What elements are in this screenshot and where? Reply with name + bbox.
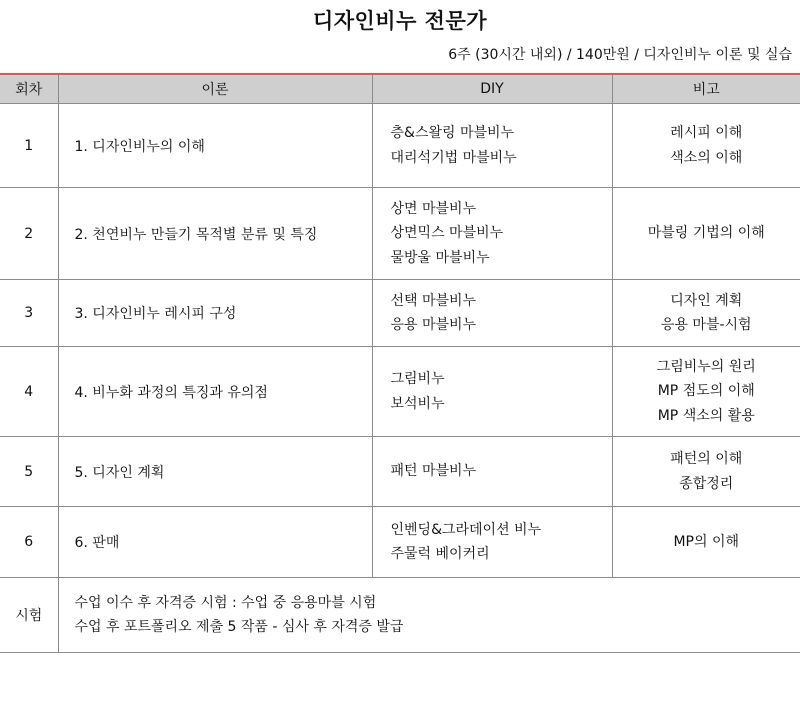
note-item: 색소의 이해 [670, 149, 743, 166]
note-item: 패턴의 이해 [670, 451, 743, 467]
diy-item: 그림비누 [390, 371, 445, 387]
diy-cell [372, 280, 612, 347]
diy-cell [372, 188, 612, 280]
table-header-row [0, 74, 800, 104]
diy-cell [372, 507, 612, 578]
session-number: 3 [0, 280, 58, 347]
diy-cell [372, 347, 612, 437]
table-row [0, 347, 800, 437]
diy-item: 인벤딩&그라데이션 비누 [390, 521, 542, 538]
theory-topic: 3. 디자인비누 레시피 구성 [58, 280, 372, 347]
note-item: 마블링 기법의 이해 [647, 225, 765, 242]
diy-cell [372, 437, 612, 507]
note-item: 레시피 이해 [670, 125, 743, 141]
table-row [0, 104, 800, 188]
session-number: 1 [0, 104, 58, 188]
note-item: 응용 마블-시험 [660, 317, 752, 333]
column-header-theory: 이론 [58, 74, 372, 104]
column-header-session: 회차 [0, 74, 58, 104]
diy-item: 상면믹스 마블비누 [390, 225, 504, 242]
theory-topic: 1. 디자인비누의 이해 [58, 104, 372, 188]
theory-topic: 4. 비누화 과정의 특징과 유의점 [58, 347, 372, 437]
exam-details [58, 578, 800, 653]
theory-topic: 2. 천연비누 만들기 목적별 분류 및 특징 [58, 188, 372, 280]
diy-item: 물방울 마블비누 [390, 249, 490, 266]
session-number: 6 [0, 507, 58, 578]
note-cell [612, 437, 800, 507]
note-cell [612, 104, 800, 188]
diy-cell [372, 104, 612, 188]
note-item: 그림비누의 원리 [656, 358, 756, 375]
exam-detail-line: 수업 후 포트폴리오 제출 5 작품 - 심사 후 자격증 발급 [74, 619, 404, 635]
diy-item: 상면 마블비누 [390, 200, 477, 217]
session-number: 2 [0, 188, 58, 280]
page-title: 디자인비누 전문가 [312, 9, 488, 33]
note-item: 종합정리 [679, 475, 734, 492]
table-row [0, 507, 800, 578]
column-header-note: 비고 [612, 74, 800, 104]
note-cell [612, 347, 800, 437]
note-cell [612, 507, 800, 578]
note-item: MP 색소의 활용 [657, 407, 755, 424]
table-row [0, 280, 800, 347]
exam-label: 시험 [0, 578, 58, 653]
diy-item: 응용 마블비누 [390, 317, 477, 333]
diy-item: 패턴 마블비누 [390, 463, 477, 480]
diy-item: 보석비누 [390, 395, 445, 412]
exam-detail-line: 수업 이수 후 자격증 시험 : 수업 중 응용마블 시험 [74, 594, 377, 611]
column-header-diy: DIY [372, 74, 612, 104]
exam-row [0, 578, 800, 653]
theory-topic: 6. 판매 [58, 507, 372, 578]
diy-item: 층&스왈링 마블비누 [390, 125, 515, 141]
session-number: 5 [0, 437, 58, 507]
note-cell [612, 188, 800, 280]
diy-item: 대리석기법 마블비누 [390, 149, 517, 166]
note-cell [612, 280, 800, 347]
curriculum-table [0, 73, 800, 653]
course-summary: 6주 (30시간 내외) / 140만원 / 디자인비누 이론 및 실습 [448, 47, 792, 63]
session-number: 4 [0, 347, 58, 437]
diy-item: 선택 마블비누 [390, 292, 477, 309]
note-item: 디자인 계획 [670, 292, 743, 309]
note-item: MP 점도의 이해 [657, 383, 755, 400]
table-row [0, 437, 800, 507]
note-item: MP의 이해 [673, 533, 740, 550]
table-row [0, 188, 800, 280]
diy-item: 주물럭 베이커리 [390, 546, 490, 562]
theory-topic: 5. 디자인 계획 [58, 437, 372, 507]
